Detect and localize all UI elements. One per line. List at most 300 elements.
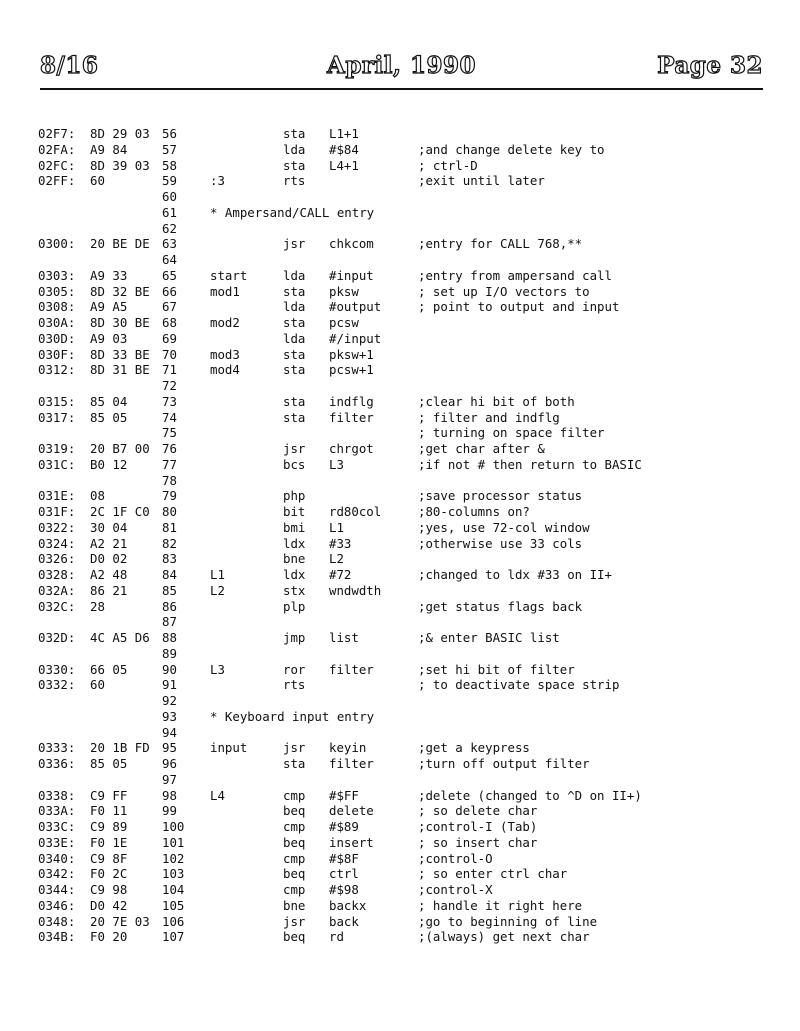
- address: 031C:: [38, 456, 76, 472]
- object-bytes: B0 12: [90, 456, 128, 472]
- object-bytes: F0 11: [90, 803, 128, 819]
- comment: ;clear hi bit of both: [418, 393, 575, 409]
- address: 0344:: [38, 882, 76, 897]
- address: 032C:: [38, 598, 76, 614]
- address: 0336:: [38, 756, 76, 771]
- comment: ;(always) get next char: [418, 929, 590, 945]
- listing-line: [38, 236, 768, 252]
- listing-line: [38, 473, 768, 489]
- listing-line: [38, 410, 768, 426]
- line-number: 71: [162, 362, 177, 378]
- operand: rd80col: [329, 504, 382, 519]
- listing-line: [38, 488, 768, 504]
- listing-line: [38, 551, 768, 567]
- address: 0319:: [38, 441, 76, 456]
- label: input: [210, 740, 248, 756]
- line-number: 97: [162, 771, 177, 787]
- address: 0328:: [38, 567, 76, 582]
- opcode: bit: [283, 504, 306, 519]
- address: 030F:: [38, 346, 76, 362]
- address: 031E:: [38, 488, 76, 504]
- object-bytes: D0 02: [90, 551, 128, 567]
- opcode: bmi: [283, 519, 306, 535]
- comment: ;80-columns on?: [418, 504, 530, 519]
- opcode: sta: [283, 283, 306, 299]
- line-number: 58: [162, 157, 177, 173]
- line-number: 69: [162, 330, 177, 346]
- address: 02FA:: [38, 141, 76, 157]
- label: mod3: [210, 346, 240, 362]
- comment: ; turning on space filter: [418, 425, 605, 441]
- opcode: cmp: [283, 787, 306, 803]
- header-rule: [40, 88, 763, 90]
- comment: ; so insert char: [418, 834, 538, 850]
- opcode: cmp: [283, 850, 306, 866]
- issue-number: 8/16: [40, 52, 99, 79]
- comment: ;control-X: [418, 882, 493, 897]
- issue-date: April, 1990: [326, 52, 477, 79]
- operand: #$98: [329, 882, 359, 897]
- opcode: ldx: [283, 535, 306, 551]
- line-number: 100: [162, 819, 185, 834]
- operand: filter: [329, 756, 374, 771]
- comment: ;go to beginning of line: [418, 913, 598, 929]
- operand: wndwdth: [329, 582, 382, 598]
- object-bytes: 85 05: [90, 756, 128, 771]
- address: 02F7:: [38, 126, 76, 141]
- object-bytes: A2 21: [90, 535, 128, 551]
- page-number: Page 32: [657, 52, 763, 79]
- object-bytes: 8D 39 03: [90, 157, 150, 173]
- section-heading: * Ampersand/CALL entry: [210, 204, 375, 220]
- address: 033C:: [38, 819, 76, 834]
- listing-line: [38, 835, 768, 851]
- operand: pcsw: [329, 315, 359, 330]
- opcode: cmp: [283, 819, 306, 834]
- object-bytes: 2C 1F C0: [90, 504, 150, 519]
- page-header: [40, 52, 763, 90]
- listing-line: [38, 677, 768, 693]
- line-number: 99: [162, 803, 177, 819]
- line-number: 89: [162, 645, 177, 661]
- listing-line: [38, 630, 768, 646]
- object-bytes: F0 2C: [90, 866, 128, 882]
- operand: #$84: [329, 141, 359, 157]
- object-bytes: 30 04: [90, 519, 128, 535]
- object-bytes: C9 8F: [90, 850, 128, 866]
- listing-line: [38, 819, 768, 835]
- line-number: 85: [162, 582, 177, 598]
- line-number: 73: [162, 393, 177, 409]
- operand: keyin: [329, 740, 367, 756]
- object-bytes: 86 21: [90, 582, 128, 598]
- label: :3: [210, 173, 225, 189]
- operand: insert: [329, 834, 374, 850]
- address: 0317:: [38, 409, 76, 425]
- opcode: rts: [283, 677, 306, 693]
- opcode: sta: [283, 315, 306, 330]
- comment: ;control-O: [418, 850, 493, 866]
- label: L4: [210, 787, 225, 803]
- operand: L2: [329, 551, 344, 567]
- object-bytes: A2 48: [90, 567, 128, 582]
- listing-line: [38, 394, 768, 410]
- line-number: 101: [162, 834, 185, 850]
- object-bytes: 8D 33 BE: [90, 346, 150, 362]
- comment: ;& enter BASIC list: [418, 630, 560, 645]
- listing-line: [38, 583, 768, 599]
- label: L1: [210, 567, 225, 582]
- comment: ; so delete char: [418, 803, 538, 819]
- opcode: beq: [283, 866, 306, 882]
- opcode: bne: [283, 551, 306, 567]
- line-number: 75: [162, 425, 177, 441]
- line-number: 80: [162, 504, 177, 519]
- operand: delete: [329, 803, 374, 819]
- object-bytes: A9 33: [90, 267, 128, 283]
- line-number: 76: [162, 441, 177, 456]
- comment: ;entry from ampersand call: [418, 267, 612, 283]
- listing-line: [38, 882, 768, 898]
- line-number: 92: [162, 693, 177, 708]
- listing-line: [38, 457, 768, 473]
- opcode: jsr: [283, 236, 306, 252]
- opcode: jsr: [283, 913, 306, 929]
- comment: ;entry for CALL 768,**: [418, 236, 583, 252]
- opcode: beq: [283, 929, 306, 945]
- operand: #72: [329, 567, 352, 582]
- opcode: sta: [283, 126, 306, 141]
- line-number: 57: [162, 141, 177, 157]
- line-number: 63: [162, 236, 177, 252]
- line-number: 105: [162, 897, 185, 913]
- opcode: jmp: [283, 630, 306, 645]
- operand: #output: [329, 299, 382, 315]
- object-bytes: 20 BE DE: [90, 236, 150, 252]
- line-number: 88: [162, 630, 177, 645]
- comment: ; filter and indflg: [418, 409, 560, 425]
- object-bytes: F0 1E: [90, 834, 128, 850]
- line-number: 65: [162, 267, 177, 283]
- listing-line: [38, 599, 768, 615]
- line-number: 98: [162, 787, 177, 803]
- address: 034B:: [38, 929, 76, 945]
- object-bytes: 08: [90, 488, 105, 504]
- object-bytes: 60: [90, 677, 105, 693]
- line-number: 74: [162, 409, 177, 425]
- listing-line: [38, 189, 768, 205]
- address: 0346:: [38, 897, 76, 913]
- operand: pksw+1: [329, 346, 374, 362]
- operand: ctrl: [329, 866, 359, 882]
- comment: ;and change delete key to: [418, 141, 605, 157]
- line-number: 102: [162, 850, 185, 866]
- operand: chkcom: [329, 236, 374, 252]
- opcode: ldx: [283, 567, 306, 582]
- opcode: lda: [283, 267, 306, 283]
- object-bytes: C9 FF: [90, 787, 128, 803]
- operand: L4+1: [329, 157, 359, 173]
- operand: back: [329, 913, 359, 929]
- listing-line: [38, 425, 768, 441]
- listing-line: [38, 221, 768, 237]
- line-number: 60: [162, 189, 177, 204]
- listing-line: [38, 929, 768, 945]
- line-number: 79: [162, 488, 177, 504]
- opcode: sta: [283, 756, 306, 771]
- label: mod1: [210, 283, 240, 299]
- comment: ; so enter ctrl char: [418, 866, 568, 882]
- listing-line: [38, 646, 768, 662]
- line-number: 70: [162, 346, 177, 362]
- listing-line: [38, 504, 768, 520]
- listing-line: [38, 362, 768, 378]
- address: 0303:: [38, 267, 76, 283]
- label: L3: [210, 661, 225, 677]
- listing-line: [38, 662, 768, 678]
- listing-line: [38, 268, 768, 284]
- listing-line: [38, 252, 768, 268]
- line-number: 67: [162, 299, 177, 315]
- address: 0322:: [38, 519, 76, 535]
- comment: ;get char after &: [418, 441, 545, 456]
- comment: ;turn off output filter: [418, 756, 590, 771]
- comment: ; ctrl-D: [418, 157, 478, 173]
- operand: pksw: [329, 283, 359, 299]
- object-bytes: 20 B7 00: [90, 441, 150, 456]
- address: 032A:: [38, 582, 76, 598]
- line-number: 61: [162, 204, 177, 220]
- opcode: cmp: [283, 882, 306, 897]
- object-bytes: A9 03: [90, 330, 128, 346]
- opcode: bcs: [283, 456, 306, 472]
- listing-line: [38, 441, 768, 457]
- operand: #33: [329, 535, 352, 551]
- listing-line: [38, 536, 768, 552]
- listing-line: [38, 851, 768, 867]
- object-bytes: 8D 32 BE: [90, 283, 150, 299]
- label: L2: [210, 582, 225, 598]
- listing-line: [38, 614, 768, 630]
- operand: list: [329, 630, 359, 645]
- address: 0338:: [38, 787, 76, 803]
- listing-line: [38, 693, 768, 709]
- address: 0340:: [38, 850, 76, 866]
- opcode: sta: [283, 393, 306, 409]
- address: 0315:: [38, 393, 76, 409]
- listing-line: [38, 709, 768, 725]
- opcode: lda: [283, 299, 306, 315]
- opcode: beq: [283, 803, 306, 819]
- listing-line: [38, 347, 768, 363]
- comment: ;if not # then return to BASIC: [418, 456, 642, 472]
- listing-line: [38, 772, 768, 788]
- object-bytes: 8D 29 03: [90, 126, 150, 141]
- operand: L1+1: [329, 126, 359, 141]
- operand: #input: [329, 267, 374, 283]
- operand: L3: [329, 456, 344, 472]
- address: 030A:: [38, 315, 76, 330]
- operand: rd: [329, 929, 344, 945]
- comment: ;delete (changed to ^D on II+): [418, 787, 642, 803]
- listing-line: [38, 567, 768, 583]
- address: 0312:: [38, 362, 76, 378]
- operand: #/input: [329, 330, 382, 346]
- line-number: 66: [162, 283, 177, 299]
- opcode: rts: [283, 173, 306, 189]
- address: 0333:: [38, 740, 76, 756]
- address: 0332:: [38, 677, 76, 693]
- opcode: jsr: [283, 740, 306, 756]
- listing-line: [38, 725, 768, 741]
- operand: L1: [329, 519, 344, 535]
- operand: filter: [329, 661, 374, 677]
- listing-line: [38, 866, 768, 882]
- assembly-listing: [38, 126, 768, 945]
- comment: ;get a keypress: [418, 740, 530, 756]
- line-number: 64: [162, 252, 177, 267]
- comment: ;yes, use 72-col window: [418, 519, 590, 535]
- comment: ;changed to ldx #33 on II+: [418, 567, 612, 582]
- object-bytes: 66 05: [90, 661, 128, 677]
- listing-line: [38, 898, 768, 914]
- section-heading: * Keyboard input entry: [210, 708, 375, 724]
- address: 0324:: [38, 535, 76, 551]
- address: 0305:: [38, 283, 76, 299]
- opcode: ror: [283, 661, 306, 677]
- opcode: bne: [283, 897, 306, 913]
- label: mod4: [210, 362, 240, 378]
- comment: ;exit until later: [418, 173, 545, 189]
- label: start: [210, 267, 248, 283]
- listing-line: [38, 740, 768, 756]
- line-number: 94: [162, 724, 177, 740]
- object-bytes: 28: [90, 598, 105, 614]
- line-number: 77: [162, 456, 177, 472]
- address: 02FF:: [38, 173, 76, 189]
- opcode: php: [283, 488, 306, 504]
- operand: indflg: [329, 393, 374, 409]
- address: 0326:: [38, 551, 76, 567]
- listing-line: [38, 205, 768, 221]
- listing-line: [38, 126, 768, 142]
- listing-line: [38, 331, 768, 347]
- line-number: 95: [162, 740, 177, 756]
- line-number: 90: [162, 661, 177, 677]
- line-number: 87: [162, 614, 177, 630]
- comment: ;set hi bit of filter: [418, 661, 575, 677]
- operand: filter: [329, 409, 374, 425]
- object-bytes: A9 84: [90, 141, 128, 157]
- opcode: lda: [283, 141, 306, 157]
- comment: ;get status flags back: [418, 598, 583, 614]
- address: 0300:: [38, 236, 76, 252]
- opcode: beq: [283, 834, 306, 850]
- opcode: stx: [283, 582, 306, 598]
- comment: ; to deactivate space strip: [418, 677, 620, 693]
- opcode: sta: [283, 362, 306, 378]
- line-number: 82: [162, 535, 177, 551]
- listing-line: [38, 788, 768, 804]
- listing-line: [38, 173, 768, 189]
- object-bytes: 85 05: [90, 409, 128, 425]
- address: 030D:: [38, 330, 76, 346]
- operand: backx: [329, 897, 367, 913]
- operand: #$8F: [329, 850, 359, 866]
- operand: #$89: [329, 819, 359, 834]
- object-bytes: 8D 31 BE: [90, 362, 150, 378]
- object-bytes: F0 20: [90, 929, 128, 945]
- object-bytes: D0 42: [90, 897, 128, 913]
- address: 0342:: [38, 866, 76, 882]
- address: 032D:: [38, 630, 76, 645]
- line-number: 96: [162, 756, 177, 771]
- listing-line: [38, 520, 768, 536]
- line-number: 62: [162, 220, 177, 236]
- operand: pcsw+1: [329, 362, 374, 378]
- listing-line: [38, 914, 768, 930]
- opcode: lda: [283, 330, 306, 346]
- opcode: sta: [283, 346, 306, 362]
- comment: ; handle it right here: [418, 897, 583, 913]
- listing-line: [38, 803, 768, 819]
- object-bytes: C9 89: [90, 819, 128, 834]
- line-number: 103: [162, 866, 185, 882]
- address: 033A:: [38, 803, 76, 819]
- comment: ;save processor status: [418, 488, 583, 504]
- opcode: sta: [283, 157, 306, 173]
- listing-line: [38, 142, 768, 158]
- comment: ; set up I/O vectors to: [418, 283, 590, 299]
- line-number: 68: [162, 315, 177, 330]
- listing-line: [38, 299, 768, 315]
- address: 0330:: [38, 661, 76, 677]
- listing-line: [38, 315, 768, 331]
- opcode: sta: [283, 409, 306, 425]
- address: 02FC:: [38, 157, 76, 173]
- object-bytes: 20 1B FD: [90, 740, 150, 756]
- comment: ;control-I (Tab): [418, 819, 538, 834]
- comment: ; point to output and input: [418, 299, 620, 315]
- object-bytes: 8D 30 BE: [90, 315, 150, 330]
- line-number: 93: [162, 708, 177, 724]
- object-bytes: A9 A5: [90, 299, 128, 315]
- line-number: 104: [162, 882, 185, 897]
- object-bytes: 20 7E 03: [90, 913, 150, 929]
- operand: chrgot: [329, 441, 374, 456]
- line-number: 86: [162, 598, 177, 614]
- line-number: 83: [162, 551, 177, 567]
- object-bytes: 4C A5 D6: [90, 630, 150, 645]
- opcode: jsr: [283, 441, 306, 456]
- listing-line: [38, 756, 768, 772]
- label: mod2: [210, 315, 240, 330]
- listing-line: [38, 158, 768, 174]
- comment: ;otherwise use 33 cols: [418, 535, 583, 551]
- object-bytes: 85 04: [90, 393, 128, 409]
- opcode: plp: [283, 598, 306, 614]
- address: 031F:: [38, 504, 76, 519]
- operand: #$FF: [329, 787, 359, 803]
- address: 0348:: [38, 913, 76, 929]
- address: 033E:: [38, 834, 76, 850]
- line-number: 78: [162, 472, 177, 488]
- line-number: 56: [162, 126, 177, 141]
- line-number: 84: [162, 567, 177, 582]
- line-number: 107: [162, 929, 185, 945]
- object-bytes: 60: [90, 173, 105, 189]
- line-number: 59: [162, 173, 177, 189]
